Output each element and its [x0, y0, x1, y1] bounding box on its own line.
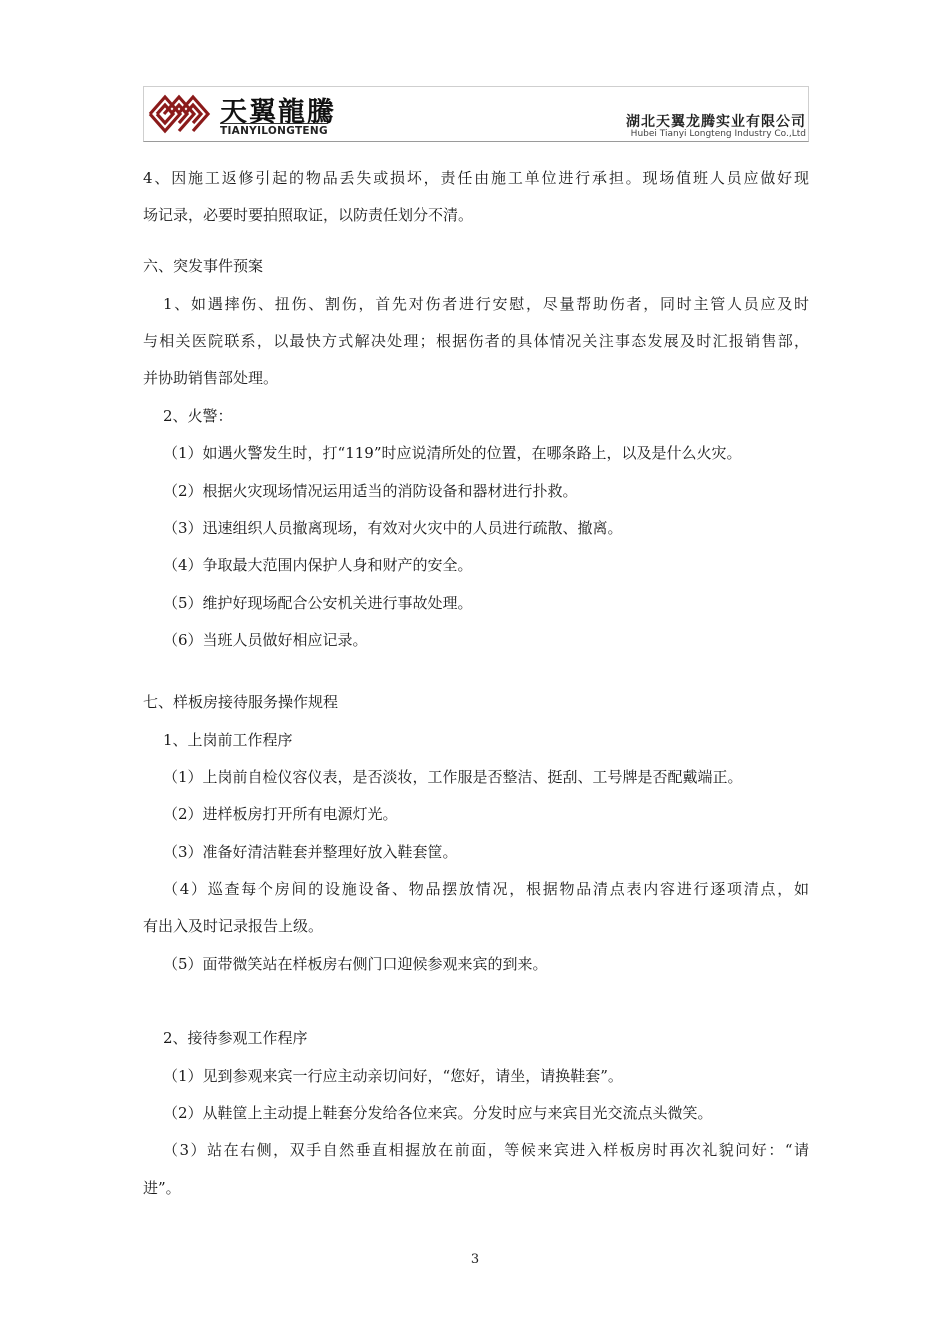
list-item: （1）见到参观来宾一行应主动亲切问好，“您好，请坐，请换鞋套”。	[163, 1067, 623, 1085]
subsection-heading: 2、火警：	[163, 407, 233, 425]
company-name-chinese: 湖北天翼龙腾实业有限公司	[626, 114, 806, 130]
paragraph-line: 4、因施工返修引起的物品丢失或损坏，责任由施工单位进行承担。现场值班人员应做好现	[143, 169, 809, 187]
list-item: （4）争取最大范围内保护人身和财产的安全。	[163, 556, 473, 574]
list-item: （6）当班人员做好相应记录。	[163, 631, 368, 649]
list-item: （5）维护好现场配合公安机关进行事故处理。	[163, 594, 473, 612]
company-logo-icon	[146, 87, 214, 141]
list-item: （3）迅速组织人员撤离现场，有效对火灾中的人员进行疏散、撤离。	[163, 519, 623, 537]
section-heading: 六、突发事件预案	[143, 257, 264, 275]
subsection-heading: 1、上岗前工作程序	[163, 731, 293, 749]
page-header	[143, 86, 809, 142]
company-name-english: Hubei Tianyi Longteng Industry Co.,Ltd	[630, 129, 806, 139]
list-item-continuation: 有出入及时记录报告上级。	[143, 917, 324, 935]
list-item-continuation: 进”。	[143, 1179, 181, 1197]
logo-chinese-name: 天翼龍騰	[220, 97, 336, 128]
list-item: （4）巡查每个房间的设施设备、物品摆放情况，根据物品清点表内容进行逐项清点，如	[163, 880, 809, 898]
logo-english-name: TIANYILONGTENG	[220, 125, 328, 137]
paragraph-line: 并协助销售部处理。	[143, 369, 279, 387]
paragraph-line: 场记录，必要时要拍照取证，以防责任划分不清。	[143, 206, 474, 224]
list-item: （2）进样板房打开所有电源灯光。	[163, 805, 398, 823]
list-item: （2）根据火灾现场情况运用适当的消防设备和器材进行扑救。	[163, 482, 578, 500]
page-number: 3	[470, 1252, 480, 1267]
list-item: （1）如遇火警发生时，打“119”时应说清所处的位置，在哪条路上，以及是什么火灾。	[163, 444, 742, 462]
list-item: （3）站在右侧，双手自然垂直相握放在前面，等候来宾进入样板房时再次礼貌问好：“请	[163, 1141, 809, 1159]
section-heading: 七、样板房接待服务操作规程	[143, 693, 339, 711]
paragraph-line: 与相关医院联系，以最快方式解决处理；根据伤者的具体情况关注事态发展及时汇报销售部，	[143, 332, 809, 350]
list-item: （5）面带微笑站在样板房右侧门口迎候参观来宾的到来。	[163, 955, 548, 973]
subsection-heading: 2、接待参观工作程序	[163, 1029, 308, 1047]
list-item: （1）上岗前自检仪容仪表，是否淡妆，工作服是否整洁、挺刮、工号牌是否配戴端正。	[163, 768, 743, 786]
paragraph-line: 1、如遇摔伤、扭伤、割伤，首先对伤者进行安慰，尽量帮助伤者，同时主管人员应及时	[163, 295, 809, 313]
list-item: （3）准备好清洁鞋套并整理好放入鞋套筐。	[163, 843, 458, 861]
list-item: （2）从鞋筐上主动提上鞋套分发给各位来宾。分发时应与来宾目光交流点头微笑。	[163, 1104, 713, 1122]
